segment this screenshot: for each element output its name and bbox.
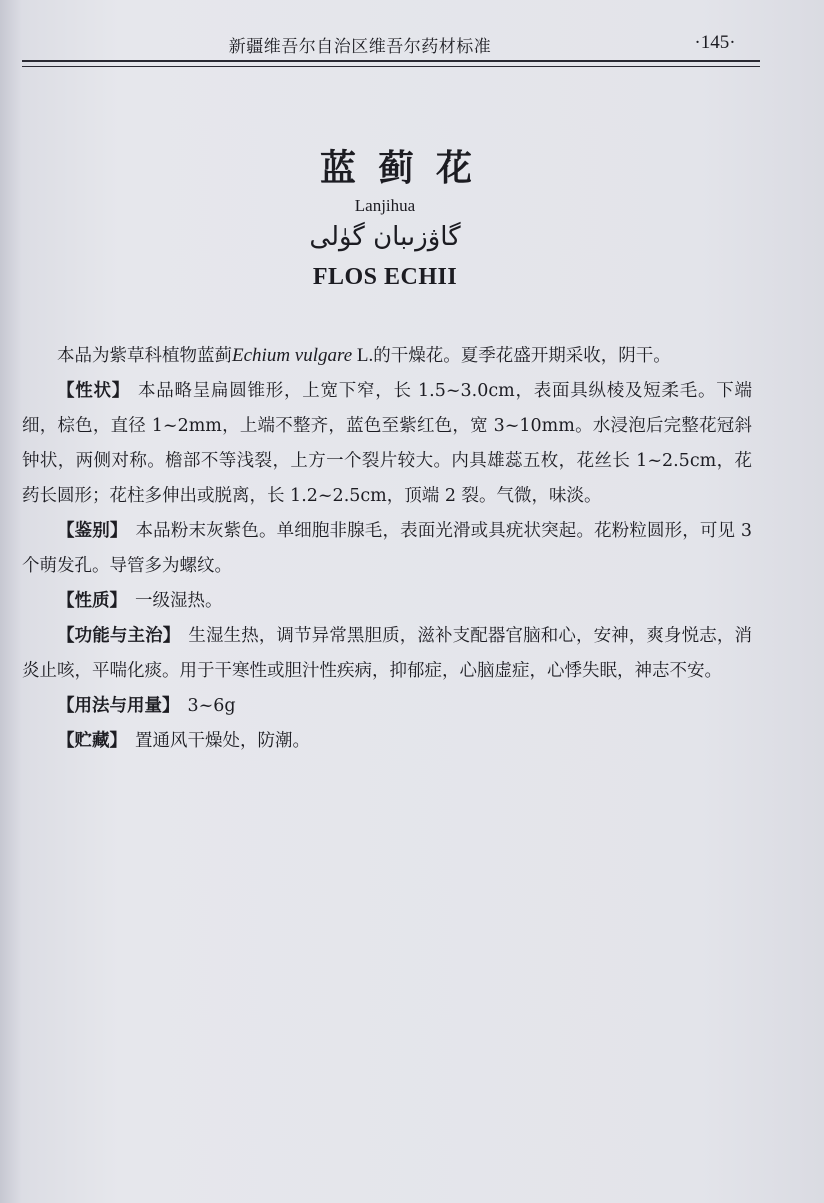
monograph-body [22,338,752,759]
section-text: 本品略呈扁圆锥形，上宽下窄，长 1.5~3.0cm，表面具纵棱及短柔毛。下端细，棕色，直径 1~2mm，上端不整齐，蓝色至紫红色，宽 3~10mm。水浸泡后完整花冠斜钟状，两侧对称。檐部不等浅裂，上方一个裂片较大。内具雄蕊五枚，花丝长 1~2.5cm，花药长圆形；花柱多伸出或脱离，长 1.2~2.5cm，顶端 2 裂。气微，味淡。 [22,381,753,506]
section-label: 【贮藏】 [57,731,127,751]
running-title: 新疆维吾尔自治区维吾尔药材标准 [228,37,492,57]
section-text: 3~6g [187,696,236,716]
entry-title-pinyin: Lanjihua [354,196,416,215]
section-label: 【鉴别】 [57,521,128,541]
section-text: 置通风干燥处，防潮。 [135,731,310,751]
section-text: 生湿生热，调节异常黑胆质，滋补支配器官脑和心，安神，爽身悦志，消炎止咳，平喘化痰。用于干寒性或胆汁性疾病，抑郁症，心脑虚症，心悸失眠，神志不安。 [22,626,753,681]
page-number: ·145· [694,32,736,53]
header-rule-thin [22,66,760,67]
section-nature [22,584,752,619]
header-rule-thick [22,60,760,62]
section-label: 【功能与主治】 [57,626,181,646]
intro-paragraph [22,338,752,374]
section-description [22,374,752,514]
entry-title-chinese: 蓝蓟花 [319,147,494,189]
species-name: Echium vulgare [232,345,353,366]
section-storage [22,724,752,759]
intro-text-1: 本品为紫草科植物蓝蓟 [57,346,232,366]
intro-text-2: 的干燥花。夏季花盛开期采收，阴干。 [373,346,671,366]
section-label: 【性状】 [57,381,130,401]
section-identification [22,514,752,584]
section-text: 一级湿热。 [135,591,223,611]
species-author: L. [352,345,374,366]
section-label: 【用法与用量】 [57,696,180,716]
section-functions [22,619,752,689]
section-text: 本品粉末灰紫色。单细胞非腺毛，表面光滑或具疣状突起。花粉粒圆形，可见 3 个萌发孔。导管多为螺纹。 [22,521,752,576]
section-label: 【性质】 [57,591,127,611]
entry-title-uyghur: گاۋزىبان گۈلى [309,222,461,252]
entry-title-latin: FLOS ECHII [312,264,458,290]
section-dosage [22,689,752,724]
